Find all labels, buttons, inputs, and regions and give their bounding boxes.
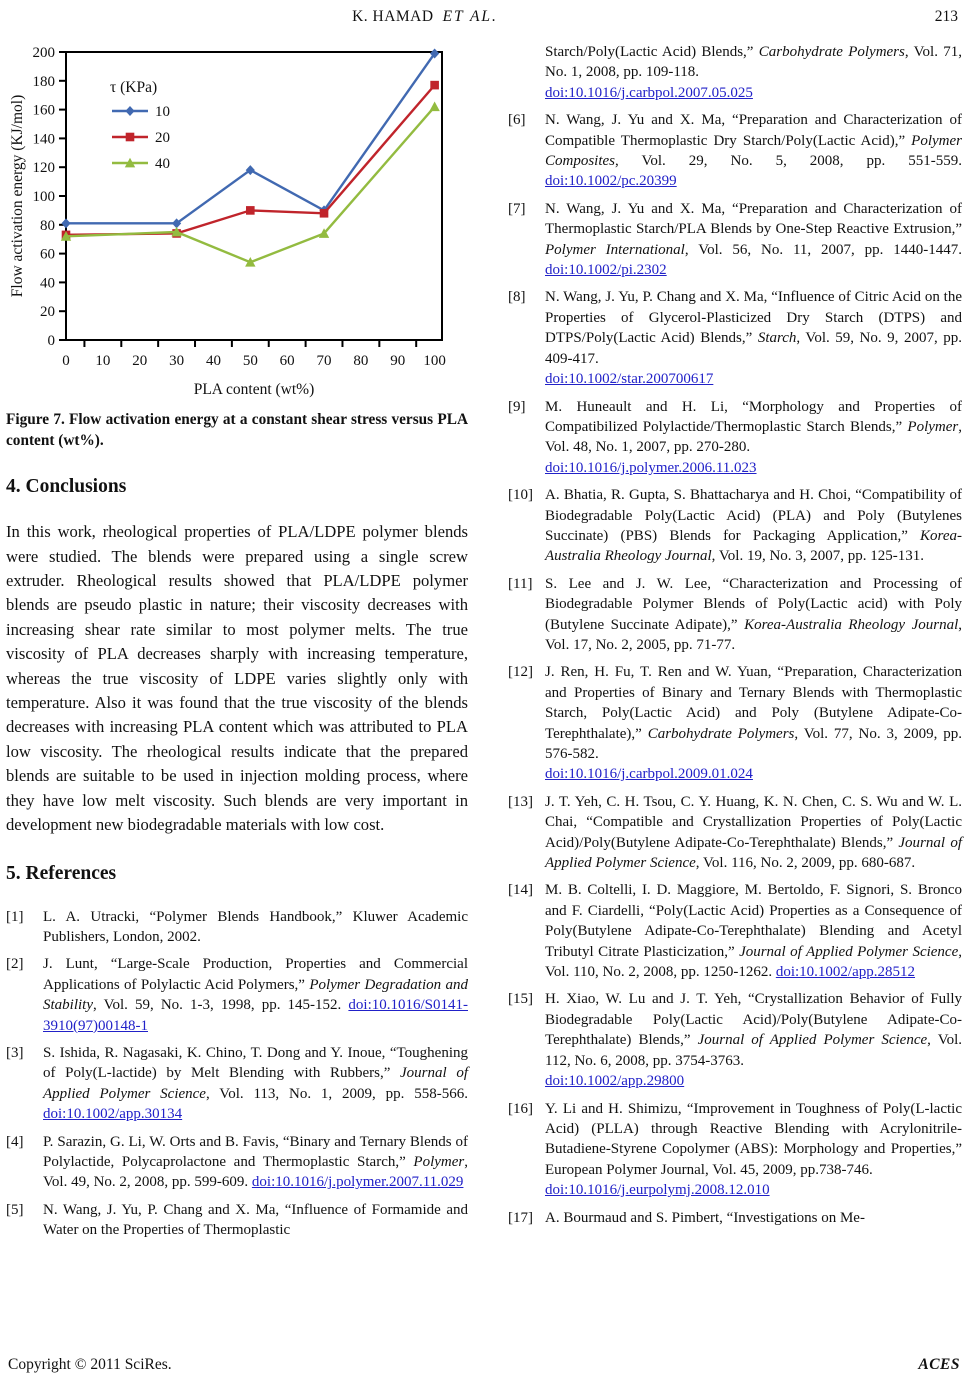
reference-text xyxy=(545,287,962,389)
square-marker xyxy=(320,209,329,218)
journal-abbreviation: ACES xyxy=(918,1356,960,1373)
journal-name: Journal of Applied Polymer Science xyxy=(739,943,959,960)
reference-item xyxy=(6,907,468,948)
reference-item xyxy=(508,287,962,389)
x-tick-label: 50 xyxy=(242,353,258,369)
journal-name: Journal of Applied Polymer Science xyxy=(545,834,962,872)
journal-name: Polymer Degradation and Stability xyxy=(43,976,468,1014)
legend xyxy=(110,79,170,172)
reference-segment: Y. Li and H. Shimizu, “Improvement in Toughness of Poly(L-lactic Acid) (PLLA) through Reactive Blending with Acrylonitrile-Butadiene-Styrene Copolymer (ABS): Morphology and Properties,” European Polymer Journal, Vol. 45, 2009, pp.738-746. xyxy=(545,1100,962,1178)
page-header xyxy=(0,0,968,38)
journal-name: Carbohydrate Polymers xyxy=(758,44,905,60)
reference-item xyxy=(508,110,962,192)
legend-label: 40 xyxy=(155,156,170,172)
journal-name: Polymer xyxy=(907,418,959,435)
reference-number: [11] xyxy=(508,575,533,592)
reference-number: [16] xyxy=(508,1100,533,1117)
x-axis-title: PLA content (wt%) xyxy=(193,381,315,398)
doi-link[interactable]: doi:10.1016/j.polymer.2006.11.023 xyxy=(545,459,757,476)
y-tick-label: 140 xyxy=(32,131,55,148)
reference-number: [8] xyxy=(508,289,526,306)
triangle-marker xyxy=(429,102,439,112)
reference-text xyxy=(545,110,962,192)
doi-link[interactable]: doi:10.1002/app.28512 xyxy=(775,964,916,981)
reference-text xyxy=(545,1099,962,1201)
doi-link[interactable]: doi:10.1016/j.eurpolymj.2008.12.010 xyxy=(545,1182,770,1199)
reference-segment: , Vol. 113, No. 1, 2009, pp. 558-566. xyxy=(205,1085,468,1102)
reference-number: [15] xyxy=(508,991,533,1008)
reference-number: [4] xyxy=(6,1133,24,1150)
reference-text xyxy=(545,1208,962,1228)
x-tick-label: 30 xyxy=(169,353,185,369)
doi-link[interactable]: doi:10.1002/pi.2302 xyxy=(545,262,667,279)
reference-segment: A. Bourmaud and S. Pimbert, “Investigations on Me- xyxy=(545,1209,865,1226)
reference-text xyxy=(43,907,468,948)
legend-label: 20 xyxy=(155,130,170,146)
y-tick-label: 0 xyxy=(47,333,55,349)
reference-item xyxy=(508,880,962,982)
journal-name: Journal of Applied Polymer Science xyxy=(697,1032,928,1049)
conclusions-heading: 4. Conclusions xyxy=(6,476,127,498)
doi-link[interactable]: doi:10.1016/j.carbpol.2009.01.024 xyxy=(545,766,753,783)
reference-number: [6] xyxy=(508,112,526,129)
reference-segment: , Vol. 17, No. 2, 2005, pp. 71-77. xyxy=(545,616,962,653)
y-tick-label: 100 xyxy=(32,189,55,205)
diamond-marker xyxy=(125,106,134,116)
reference-segment: S. Ishida, R. Nagasaki, K. Chino, T. Dong and Y. Inoue, “Toughening of Poly(L-lactide) by Melt Blending with Rubbers,” xyxy=(43,1044,468,1082)
reference-segment: , Vol. 56, No. 11, 2007, pp. 1440-1447. xyxy=(684,241,962,258)
doi-link[interactable]: doi:10.1016/j.polymer.2007.11.029 xyxy=(251,1174,464,1191)
copyright-notice: Copyright © 2011 SciRes. xyxy=(8,1356,172,1373)
reference-number: [14] xyxy=(508,882,533,899)
figure-7 xyxy=(6,42,468,451)
reference-item xyxy=(508,199,962,281)
chart-svg xyxy=(6,42,458,400)
reference-number: [7] xyxy=(508,200,526,217)
reference-text xyxy=(545,485,962,567)
reference-segment: , Vol. 49, No. 2, 2008, pp. 599-609. xyxy=(43,1153,468,1191)
reference-segment: N. Wang, J. Yu, P. Chang and X. Ma, “Influence of Citric Acid on the Properties of Glycerol-Plasticized Dry Starch (DTPS) and DTPS/Poly(Lactic Acid) Blends,” xyxy=(545,289,962,347)
reference-text xyxy=(545,574,962,656)
reference-item xyxy=(6,954,468,1036)
reference-segment: , Vol. 110, No. 2, 2008, pp. 1250-1262. xyxy=(545,943,962,981)
running-title-et-al: ET AL. xyxy=(442,8,498,25)
reference-segment: , Vol. 29, No. 5, 2008, pp. 551-559. xyxy=(615,153,962,170)
reference-item xyxy=(508,1208,962,1228)
reference-segment: P. Sarazin, G. Li, W. Orts and B. Favis, “Binary and Ternary Blends of Polylactide, Polycaprolactone and Thermoplastic Starch,” xyxy=(43,1133,468,1170)
flow-activation-energy-line-chart xyxy=(6,42,458,400)
x-tick-label: 100 xyxy=(423,353,446,369)
reference-segment: N. Wang, J. Yu and X. Ma, “Preparation and Characterization of Thermoplastic Starch/PLA Blends by One-Step Reactive Extrusion,” xyxy=(545,200,962,238)
reference-segment: H. Xiao, W. Lu and J. T. Yeh, “Crystallization Behavior of Fully Biodegradable Poly(Lactic Acid)/Poly(Butylene Adipate-Co-Terephthalate) Blends,” xyxy=(545,991,962,1049)
legend-title: τ (KPa) xyxy=(110,79,158,96)
y-tick-label: 60 xyxy=(40,246,55,263)
running-title-authors: K. HAMAD xyxy=(352,8,434,25)
reference-segment: , Vol. 116, No. 2, 2009, pp. 680-687. xyxy=(695,855,916,872)
reference-item xyxy=(6,1043,468,1125)
y-tick-label: 180 xyxy=(32,73,55,90)
reference-segment: , Vol. 71, No. 1, 2008, pp. 109-118. xyxy=(545,44,962,81)
doi-link[interactable]: doi:10.1002/app.29800 xyxy=(545,1073,685,1090)
reference-item xyxy=(508,485,962,567)
reference-segment: N. Wang, J. Yu and X. Ma, “Preparation and Characterization of Compatible Thermoplastic Dry Starch/Poly(Lactic Acid),” xyxy=(545,112,962,149)
journal-name: Polymer International xyxy=(545,241,685,258)
reference-segment: J. Lunt, “Large-Scale Production, Properties and Commercial Applications of Polylactic Acid Polymers,” xyxy=(43,956,468,993)
reference-number: [5] xyxy=(6,1201,24,1218)
page-number: 213 xyxy=(934,8,958,25)
y-axis-title: Flow activation energy (KJ/mol) xyxy=(9,94,26,298)
journal-name: Journal of Applied Polymer Science xyxy=(43,1065,468,1102)
references-heading: 5. References xyxy=(6,862,117,884)
reference-text xyxy=(43,954,468,1036)
reference-item xyxy=(508,662,962,784)
reference-segment: M. B. Coltelli, I. D. Maggiore, M. Bertoldo, F. Signori, S. Bronco and F. Ciardelli, “Poly(Lactic Acid) Properties as a Consequence of Poly(Butylene Adipate-Co-Terephthalate) Blending and Acetyl Tributyl Citrate Plasticization,” xyxy=(545,882,962,960)
square-marker xyxy=(246,206,255,215)
reference-item xyxy=(508,574,962,656)
reference-number xyxy=(508,42,545,103)
x-tick-label: 70 xyxy=(316,353,332,369)
reference-segment: N. Wang, J. Yu, P. Chang and X. Ma, “Influence of Formamide and Water on the Properties of Thermoplastic xyxy=(43,1201,468,1239)
journal-name: Polymer Composites xyxy=(545,132,962,170)
reference-segment: , Vol. 48, No. 1, 2007, pp. 270-280. xyxy=(545,418,962,456)
right-column xyxy=(508,42,962,1235)
reference-segment: L. A. Utracki, “Polymer Blends Handbook,” Kluwer Academic Publishers, London, 2002. xyxy=(43,908,468,945)
journal-name: Korea-Australia Rheology Journal xyxy=(744,616,959,633)
reference-item xyxy=(508,989,962,1091)
running-title xyxy=(0,8,850,26)
reference-text xyxy=(545,989,962,1091)
doi-link[interactable]: doi:10.1002/star.200700617 xyxy=(545,371,714,388)
reference-item xyxy=(508,792,962,874)
reference-number: [17] xyxy=(508,1209,533,1226)
x-tick-label: 20 xyxy=(132,353,148,369)
doi-link[interactable]: doi:10.1016/S0141-3910(97)00148-1 xyxy=(43,997,468,1034)
references-list-right xyxy=(508,42,962,1228)
reference-number: [3] xyxy=(6,1044,24,1061)
journal-name: Polymer xyxy=(413,1153,465,1170)
x-tick-label: 10 xyxy=(95,353,111,369)
reference-number: [1] xyxy=(6,908,24,925)
reference-segment: , Vol. 59, No. 9, 2007, pp. 409-417. xyxy=(545,330,962,367)
reference-text xyxy=(43,1043,468,1125)
journal-name: Starch xyxy=(757,330,797,347)
doi-link[interactable]: doi:10.1002/pc.20399 xyxy=(545,173,677,190)
square-marker xyxy=(126,133,135,142)
conclusions-paragraph: In this work, rheological properties of PLA/LDPE polymer blends were studied. The blends were prepared using a single screw extruder. Rheological results showed that PLA/LDPE polymer blends are pseudo plastic in nature; their viscosity decreases with increasing shear rate similar to most polymer melts. The true viscosity of PLA decreases sharply with increasing temperature, whereas the true viscosity of LDPE varies slightly only with temperature. Also it was found that the true viscosity of the blends decreases with increasing PLA content which was attributed to PLA low viscosity. The rheological results indicate that the prepared blends are suitable to be used in injection molding process, where they have low melt viscosity. Such blends are very important in development new biodegradable materials with low cost. xyxy=(6,522,468,835)
y-tick-label: 160 xyxy=(32,102,55,119)
y-tick-label: 120 xyxy=(32,160,55,177)
left-column xyxy=(6,42,468,1248)
reference-text xyxy=(545,662,962,784)
reference-text xyxy=(545,880,962,982)
x-tick-label: 40 xyxy=(205,353,221,369)
reference-text xyxy=(545,42,962,103)
reference-number: [13] xyxy=(508,793,533,810)
y-tick-label: 80 xyxy=(40,217,55,234)
reference-text xyxy=(545,397,962,479)
reference-segment: A. Bhatia, R. Gupta, S. Bhattacharya and H. Choi, “Compatibility of Biodegradable Poly(Lactic Acid) (PLA) and Poly (Butylenes Succinate) (PBS) Blends for Packaging Application,” xyxy=(545,487,962,544)
reference-number: [10] xyxy=(508,487,533,504)
x-tick-label: 60 xyxy=(279,353,295,369)
reference-segment: , Vol. 112, No. 6, 2008, pp. 3754-3763. xyxy=(545,1032,963,1069)
reference-text xyxy=(43,1132,468,1193)
x-tick-label: 0 xyxy=(62,353,70,369)
reference-text xyxy=(545,199,962,281)
doi-link[interactable]: doi:10.1016/j.carbpol.2007.05.025 xyxy=(545,84,753,101)
reference-item xyxy=(508,397,962,479)
legend-label: 10 xyxy=(155,104,170,120)
two-column-layout xyxy=(0,38,968,1248)
reference-segment: M. Huneault and H. Li, “Morphology and Properties of Compatibilized Polylactide/Thermoplastic Starch Blends,” xyxy=(545,398,962,435)
reference-number: [9] xyxy=(508,398,526,415)
reference-number: [12] xyxy=(508,664,533,681)
reference-text xyxy=(545,792,962,874)
reference-text xyxy=(43,1200,468,1241)
reference-item xyxy=(508,1099,962,1201)
journal-name: Carbohydrate Polymers xyxy=(647,725,795,742)
reference-item xyxy=(6,1200,468,1241)
square-marker xyxy=(430,81,439,90)
doi-link[interactable]: doi:10.1002/app.30134 xyxy=(43,1106,183,1123)
reference-segment: J. Ren, H. Fu, T. Ren and W. Yuan, “Preparation, Characterization and Properties of Binary and Ternary Blends with Thermoplastic Starch, Poly(Lactic Acid) and Poly (Butylene Adipate-Co-Terephthalate),” xyxy=(545,664,962,742)
reference-segment: S. Lee and J. W. Lee, “Characterization and Processing of Biodegradable Polymer Blends of Poly(Lactic acid) with Poly (Butylene Succinate Adipate),” xyxy=(545,575,962,633)
references-list-left xyxy=(6,907,468,1241)
reference-number: [2] xyxy=(6,956,24,973)
reference-segment: Starch/Poly(Lactic Acid) Blends,” xyxy=(545,44,759,60)
x-tick-label: 90 xyxy=(390,353,406,369)
page-footer xyxy=(0,1356,968,1374)
y-tick-label: 40 xyxy=(40,275,55,292)
x-tick-label: 80 xyxy=(353,353,369,369)
reference-segment: , Vol. 77, No. 3, 2009, pp. 576-582. xyxy=(545,725,962,762)
reference-segment: J. T. Yeh, C. H. Tsou, C. Y. Huang, K. N. Chen, C. S. Wu and W. L. Chai, “Compatible and Crystallization Properties of Poly(Lactic Acid)/Poly(Butylene Adipate-Co-Terephthalate) Blends,” xyxy=(545,793,962,851)
figure-caption: Figure 7. Flow activation energy at a constant shear stress versus PLA content (wt%). xyxy=(6,411,468,450)
journal-name: Korea-Australia Rheology Journal xyxy=(545,527,962,565)
reference-segment: , Vol. 59, No. 1-3, 1998, pp. 145-152. xyxy=(93,997,349,1014)
y-tick-label: 200 xyxy=(32,45,55,61)
reference-segment: , Vol. 19, No. 3, 2007, pp. 125-131. xyxy=(711,548,925,565)
reference-item xyxy=(508,42,962,103)
diamond-marker xyxy=(61,218,70,228)
y-tick-label: 20 xyxy=(40,304,55,321)
reference-item xyxy=(6,1132,468,1193)
